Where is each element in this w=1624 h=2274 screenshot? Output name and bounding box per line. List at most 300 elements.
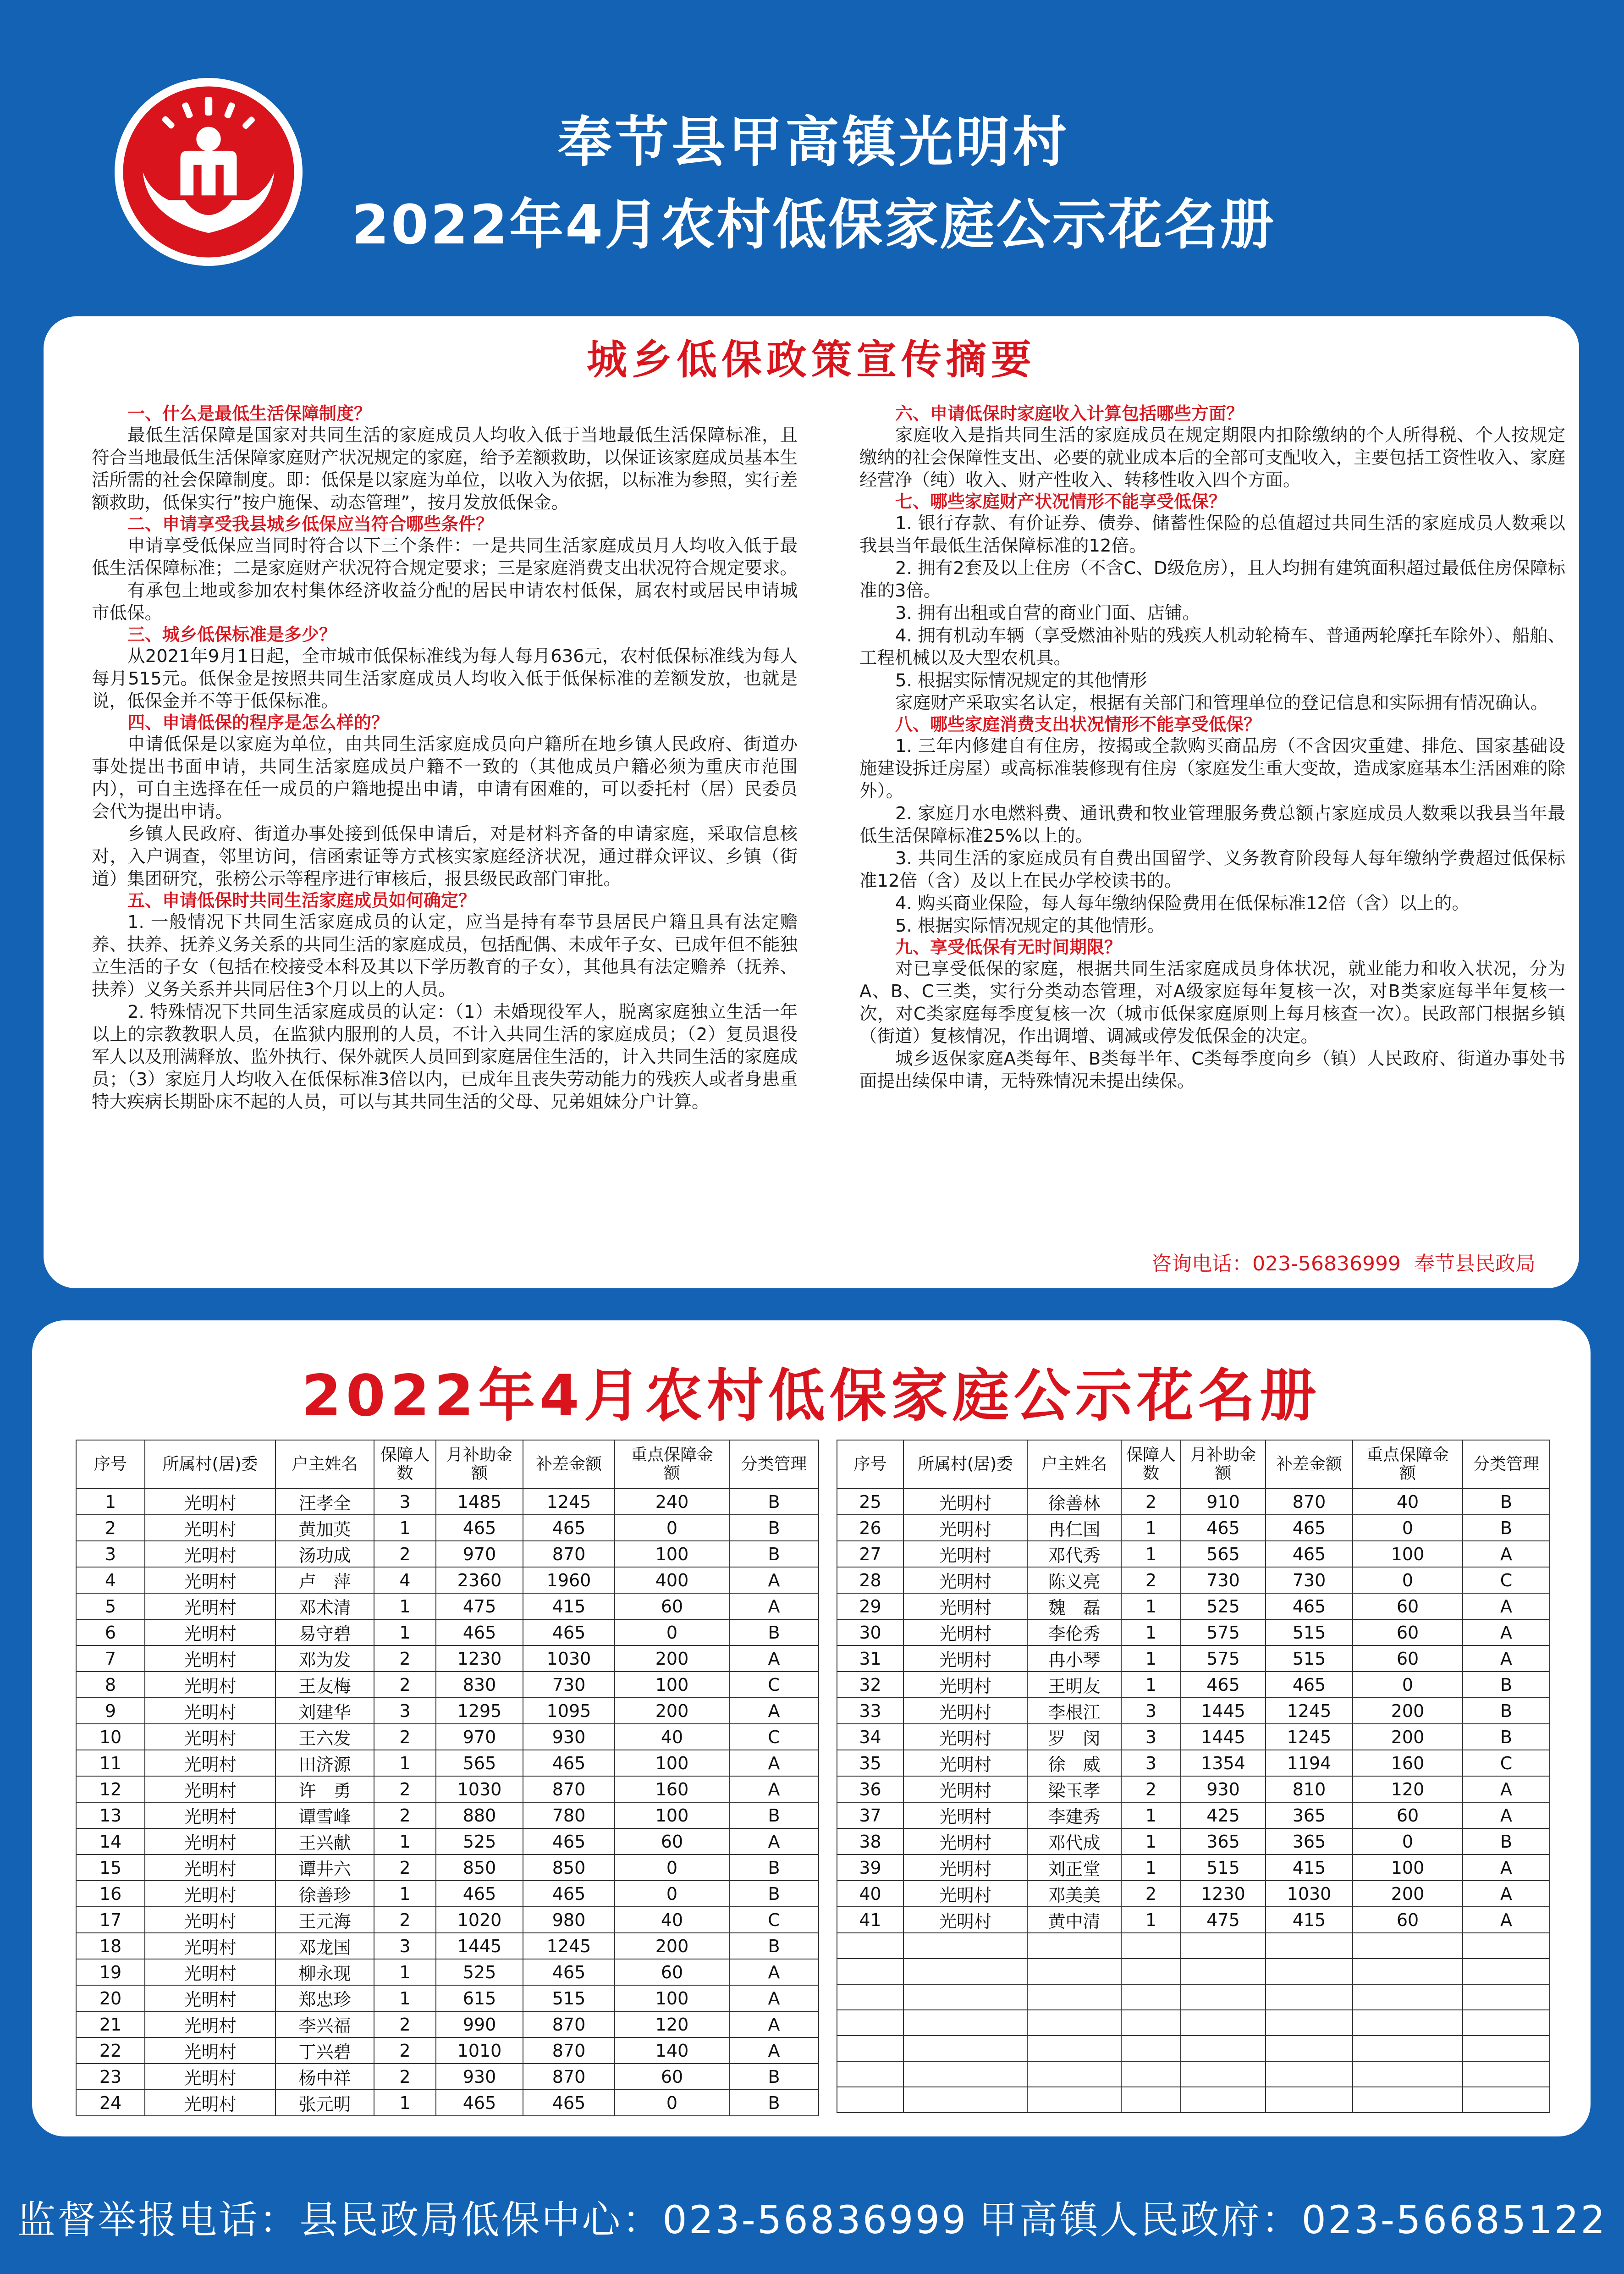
roster-header-cell: 保障人数: [374, 1440, 436, 1489]
table-row: [837, 1645, 1550, 1672]
table-cell: 810: [1266, 1776, 1353, 1802]
table-cell: 光明村: [145, 1672, 275, 1698]
table-cell: 光明村: [903, 1750, 1027, 1776]
table-cell: 0: [1353, 1828, 1463, 1855]
table-cell: 200: [1353, 1881, 1463, 1907]
table-cell: 1: [1121, 1515, 1181, 1541]
table-cell: 19: [76, 1959, 145, 1985]
table-row-empty: [837, 1959, 1550, 1984]
policy-paragraph: 最低生活保障是国家对共同生活的家庭成员人均收入低于当地最低生活保障标准，且符合当地最低生活保障家庭财产状况规定的家庭，给予差额救助，以保证该家庭成员基本生活所需的社会保障制度。即：低保是以家庭为单位，以收入为依据，以标准为参照，实行差额救助，低保实行”按户施保、动态管理”，按月发放低保金。: [92, 425, 798, 513]
table-cell: 60: [1353, 1907, 1463, 1933]
table-cell: 120: [1353, 1776, 1463, 1802]
table-cell: 光明村: [903, 1593, 1027, 1619]
table-row-empty: [837, 2036, 1550, 2061]
table-cell: 870: [523, 1776, 615, 1802]
table-cell: 汪孝全: [275, 1489, 374, 1515]
table-cell: 3: [76, 1541, 145, 1567]
table-cell: 7: [76, 1645, 145, 1672]
table-cell: 100: [615, 1985, 729, 2011]
roster-header-cell: 所属村(居)委: [903, 1440, 1027, 1489]
table-cell: 28: [837, 1567, 903, 1593]
table-cell: B: [1463, 1724, 1550, 1750]
table-cell-empty: [1121, 1959, 1181, 1984]
policy-paragraph: 家庭收入是指共同生活的家庭成员在规定期限内扣除缴纳的个人所得税、个人按规定缴纳的社会保障性支出、必要的就业成本后的全部可支配收入，主要包括工资性收入、家庭经营净（纯）收入、财产性收入、转移性收入四个方面。: [859, 425, 1566, 491]
table-cell: 870: [523, 2037, 615, 2064]
table-cell: 870: [523, 2011, 615, 2037]
table-cell: 870: [523, 1541, 615, 1567]
table-cell: 张元明: [275, 2090, 374, 2116]
roster-header-cell: 户主姓名: [1027, 1440, 1121, 1489]
table-cell-empty: [1463, 2061, 1550, 2087]
table-row: [76, 1907, 819, 1933]
roster-title: 2022年4月农村低保家庭公示花名册: [302, 1363, 1321, 1429]
table-cell: 12: [76, 1776, 145, 1802]
table-cell: B: [729, 1619, 819, 1645]
table-cell: 475: [1181, 1907, 1266, 1933]
table-cell-empty: [1463, 1933, 1550, 1959]
table-cell: 2: [1121, 1489, 1181, 1515]
table-cell-empty: [903, 1959, 1027, 1984]
table-cell: 1354: [1181, 1750, 1266, 1776]
table-row: [76, 1593, 819, 1619]
table-cell: 1030: [1266, 1881, 1353, 1907]
roster-header-cell: 月补助金 额: [1181, 1440, 1266, 1489]
table-cell: 1445: [1181, 1698, 1266, 1724]
table-cell-empty: [1027, 2036, 1121, 2061]
table-cell-empty: [837, 1959, 903, 1984]
table-cell: 1485: [436, 1489, 523, 1515]
roster-header-cell: 所属村(居)委: [145, 1440, 275, 1489]
table-row: [76, 1881, 819, 1907]
policy-paragraph: 2. 特殊情况下共同生活家庭成员的认定：（1）未婚现役军人，脱离家庭独立生活一年以上的宗教教职人员，在监狱内服刑的人员，不计入共同生活的家庭成员；（2）复员退役军人以及刑满释放、监外执行、保外就医人员回到家庭居住生活的，计入共同生活的家庭成员；（3）家庭月人均收入在低保标准3倍以内，已成年且丧失劳动能力的残疾人或者身患重特大疾病长期卧床不起的人员，可以与其共同生活的父母、兄弟姐妹分户计算。: [92, 1002, 798, 1112]
table-cell-empty: [1266, 1933, 1353, 1959]
table-cell: A: [729, 1985, 819, 2011]
policy-paragraph: 5. 根据实际情况规定的其他情形: [895, 670, 1147, 691]
table-cell: 24: [76, 2090, 145, 2116]
table-row: [76, 1619, 819, 1645]
table-cell: 卢 萍: [275, 1567, 374, 1593]
table-cell: 515: [1266, 1645, 1353, 1672]
table-cell: 36: [837, 1776, 903, 1802]
table-cell: 850: [523, 1855, 615, 1881]
table-cell: 王六发: [275, 1724, 374, 1750]
table-cell: 465: [436, 1619, 523, 1645]
table-cell: 23: [76, 2064, 145, 2090]
table-cell: 徐善林: [1027, 1489, 1121, 1515]
table-cell-empty: [1027, 2010, 1121, 2036]
table-cell-empty: [1121, 2036, 1181, 2061]
table-cell: 1: [374, 1515, 436, 1541]
policy-left-column: [92, 403, 798, 1113]
table-cell: 26: [837, 1515, 903, 1541]
table-cell: A: [1463, 1907, 1550, 1933]
table-cell: 465: [1266, 1593, 1353, 1619]
table-cell: 1: [1121, 1593, 1181, 1619]
table-cell: B: [1463, 1828, 1550, 1855]
table-cell: 0: [615, 2090, 729, 2116]
policy-paragraph: 申请低保是以家庭为单位，由共同生活家庭成员向户籍所在地乡镇人民政府、街道办事处提出书面申请，共同生活家庭成员户籍不一致的（其他成员户籍必须为重庆市范围内），可自主选择在任一成员的户籍地提出申请，申请有困难的，可以委托村（居）民委员会代为提出申请。: [92, 734, 798, 822]
table-cell-empty: [1181, 1959, 1266, 1984]
table-cell: 27: [837, 1541, 903, 1567]
table-cell: 31: [837, 1645, 903, 1672]
table-cell: 1030: [436, 1776, 523, 1802]
table-cell: 40: [837, 1881, 903, 1907]
table-row: [837, 1672, 1550, 1698]
policy-paragraph: 2. 家庭月水电燃料费、通讯费和牧业管理服务费总额占家庭成员人数乘以我县当年最低生活保障标准25%以上的。: [859, 803, 1565, 846]
table-cell: 780: [523, 1802, 615, 1828]
table-row: [76, 1724, 819, 1750]
roster-header-cell: 分类管理: [729, 1440, 819, 1489]
table-cell: 光明村: [145, 1776, 275, 1802]
table-cell: 1445: [1181, 1724, 1266, 1750]
table-cell: 光明村: [903, 1776, 1027, 1802]
table-cell: 870: [523, 2064, 615, 2090]
table-cell: 2: [374, 1776, 436, 1802]
table-cell: B: [729, 1489, 819, 1515]
table-cell: A: [729, 1567, 819, 1593]
table-cell: 光明村: [145, 1855, 275, 1881]
roster-header-cell: 重点保障金 额: [1353, 1440, 1463, 1489]
table-cell-empty: [1266, 2036, 1353, 2061]
table-cell: 930: [1181, 1776, 1266, 1802]
table-cell-empty: [1121, 2061, 1181, 2087]
table-cell-empty: [837, 2036, 903, 2061]
table-cell: C: [1463, 1750, 1550, 1776]
table-cell-empty: [1353, 1984, 1463, 2010]
table-row: [837, 1567, 1550, 1593]
policy-paragraph: 家庭财产采取实名认定，根据有关部门和管理单位的登记信息和实际拥有情况确认。: [895, 693, 1548, 713]
table-cell-empty: [1463, 1984, 1550, 2010]
table-cell: 100: [615, 1750, 729, 1776]
table-cell-empty: [1353, 1959, 1463, 1984]
table-row-empty: [837, 2087, 1550, 2113]
table-cell: 25: [837, 1489, 903, 1515]
roster-header-cell: 保障人数: [1121, 1440, 1181, 1489]
table-cell: 1: [76, 1489, 145, 1515]
table-cell: 465: [1266, 1672, 1353, 1698]
policy-paragraph: 申请享受低保应当同时符合以下三个条件：一是共同生活家庭成员月人均收入低于最低生活保障标准；二是家庭财产状况符合规定要求；三是家庭消费支出状况符合规定要求。: [92, 535, 798, 579]
table-cell: 930: [436, 2064, 523, 2090]
table-cell: 光明村: [903, 1828, 1027, 1855]
table-cell-empty: [1181, 2036, 1266, 2061]
policy-paragraph: 1. 一般情况下共同生活家庭成员的认定，应当是持有奉节县居民户籍且具有法定赡养、扶养、抚养义务关系的共同生活的家庭成员，包括配偶、未成年子女、已成年但不能独立生活的子女（包括在校接受本科及其以下学历教育的子女），其他具有法定赡养（抚养、扶养）义务关系并共同居住3个月以上的人员。: [92, 912, 798, 1000]
table-cell-empty: [903, 2036, 1027, 2061]
table-cell: B: [1463, 1672, 1550, 1698]
table-cell: 1245: [1266, 1698, 1353, 1724]
table-cell: 1: [1121, 1672, 1181, 1698]
table-cell-empty: [1027, 1959, 1121, 1984]
table-row: [76, 1698, 819, 1724]
table-cell: 475: [436, 1593, 523, 1619]
roster-table-left: [76, 1440, 819, 2116]
table-cell: 光明村: [145, 2090, 275, 2116]
table-row-empty: [837, 1984, 1550, 2010]
table-cell: 5: [76, 1593, 145, 1619]
policy-paragraph: 城乡返保家庭A类每年、B类每半年、C类每季度向乡（镇）人民政府、街道办事处书面提出续保申请，无特殊情况未提出续保。: [859, 1049, 1565, 1092]
table-cell: 2: [374, 1855, 436, 1881]
table-cell: 365: [1266, 1802, 1353, 1828]
table-cell: 柳永现: [275, 1959, 374, 1985]
table-cell: 1: [1121, 1907, 1181, 1933]
table-cell: C: [729, 1672, 819, 1698]
policy-paragraph: 4. 拥有机动车辆（享受燃油补贴的残疾人机动轮椅车、普通两轮摩托车除外）、船舶、工程机械以及大型农机具。: [859, 625, 1565, 668]
roster-header-cell: 月补助金 额: [436, 1440, 523, 1489]
footer-hotline-b: 甲高镇人民政府：023-56685122: [979, 2197, 1607, 2242]
table-cell: 1: [1121, 1828, 1181, 1855]
table-cell: 465: [1181, 1672, 1266, 1698]
table-cell: 光明村: [145, 1881, 275, 1907]
table-cell: 1010: [436, 2037, 523, 2064]
table-cell: C: [729, 1907, 819, 1933]
table-cell-empty: [1027, 1984, 1121, 2010]
table-cell: 200: [1353, 1698, 1463, 1724]
table-cell-empty: [1181, 2010, 1266, 2036]
table-cell: 730: [1181, 1567, 1266, 1593]
table-cell-empty: [1463, 1959, 1550, 1984]
table-cell: 梁玉孝: [1027, 1776, 1121, 1802]
table-cell-empty: [1181, 1984, 1266, 2010]
table-cell: 0: [615, 1619, 729, 1645]
table-cell: 光明村: [145, 1515, 275, 1541]
table-cell: 980: [523, 1907, 615, 1933]
policy-paragraph: 1. 三年内修建自有住房，按揭或全款购买商品房（不含因灾重建、排危、国家基础设施建设拆迁房屋）或高标准装修现有住房（家庭发生重大变故，造成家庭基本生活困难的除外）。: [859, 736, 1566, 801]
table-cell: 1: [374, 1619, 436, 1645]
table-cell: 光明村: [145, 1907, 275, 1933]
policy-paragraph: 1. 银行存款、有价证券、债券、储蓄性保险的总值超过共同生活的家庭成员人数乘以我县当年最低生活保障标准的12倍。: [859, 513, 1565, 556]
table-cell: 黄中清: [1027, 1907, 1121, 1933]
table-cell: 杨中祥: [275, 2064, 374, 2090]
policy-heading: 九、享受低保有无时间期限？: [895, 937, 1122, 957]
policy-paragraph: 对已享受低保的家庭，根据共同生活家庭成员身体状况，就业能力和收入状况，分为A、B、C三类，实行分类动态管理，对A级家庭每年复核一次，对B类家庭每半年复核一次，对C类家庭每季度复核一次（城市低保家庭原则上每月核查一次）。民政部门根据乡镇（街道）复核情况，作出调增、调减或停发低保金的决定。: [859, 959, 1565, 1047]
table-cell: 邓美美: [1027, 1881, 1121, 1907]
table-cell: 60: [1353, 1593, 1463, 1619]
table-cell: 11: [76, 1750, 145, 1776]
policy-heading: 八、哪些家庭消费支出状况情形不能享受低保？: [895, 714, 1261, 734]
contact-phone: 咨询电话：023-56836999: [1151, 1252, 1401, 1275]
policy-contact: [1138, 1247, 1536, 1276]
table-cell: B: [729, 1802, 819, 1828]
table-cell: 光明村: [903, 1672, 1027, 1698]
table-cell: 3: [374, 1698, 436, 1724]
table-cell: 光明村: [903, 1567, 1027, 1593]
table-cell-empty: [903, 1933, 1027, 1959]
policy-heading: 四、申请低保的程序是怎么样的？: [127, 712, 389, 733]
roster-panel: [32, 1320, 1591, 2136]
table-cell: 160: [1353, 1750, 1463, 1776]
table-cell: 1: [1121, 1619, 1181, 1645]
table-cell: 丁兴碧: [275, 2037, 374, 2064]
table-cell: 615: [436, 1985, 523, 2011]
table-cell: 465: [1266, 1541, 1353, 1567]
table-row: [76, 1567, 819, 1593]
policy-title: 城乡低保政策宣传摘要: [586, 336, 1036, 383]
table-cell: 1245: [1266, 1724, 1353, 1750]
table-cell: 郑忠珍: [275, 1985, 374, 2011]
table-cell: 850: [436, 1855, 523, 1881]
table-cell: 光明村: [145, 2064, 275, 2090]
table-cell: 1: [374, 1593, 436, 1619]
policy-panel: [44, 316, 1579, 1288]
table-cell: 200: [615, 1698, 729, 1724]
table-cell: 刘正堂: [1027, 1855, 1121, 1881]
table-cell: 9: [76, 1698, 145, 1724]
table-row: [837, 1802, 1550, 1828]
table-cell-empty: [1121, 2087, 1181, 2113]
table-cell: 1: [374, 1881, 436, 1907]
table-cell-empty: [1463, 2010, 1550, 2036]
policy-paragraph: 有承包土地或参加农村集体经济收益分配的居民申请农村低保，属农村或居民申请城市低保。: [92, 580, 798, 624]
table-cell: 870: [1266, 1489, 1353, 1515]
table-cell-empty: [1353, 2010, 1463, 2036]
table-cell: A: [1463, 1541, 1550, 1567]
table-cell: 田济源: [275, 1750, 374, 1776]
table-cell: A: [1463, 1881, 1550, 1907]
table-cell-empty: [1027, 2061, 1121, 2087]
table-cell: 光明村: [145, 2011, 275, 2037]
table-row: [76, 1802, 819, 1828]
table-cell: 465: [523, 1881, 615, 1907]
table-cell: 21: [76, 2011, 145, 2037]
table-cell: 60: [615, 1828, 729, 1855]
table-cell: 光明村: [903, 1855, 1027, 1881]
table-cell: A: [729, 1828, 819, 1855]
table-cell: 14: [76, 1828, 145, 1855]
table-cell: 415: [1266, 1907, 1353, 1933]
table-cell-empty: [1353, 2061, 1463, 2087]
table-row: [76, 1489, 819, 1515]
table-cell: 罗 闵: [1027, 1724, 1121, 1750]
table-cell: B: [729, 1933, 819, 1959]
roster-header-cell: 序号: [837, 1440, 903, 1489]
table-cell: 光明村: [145, 1750, 275, 1776]
table-cell: B: [729, 1541, 819, 1567]
table-cell: 1194: [1266, 1750, 1353, 1776]
table-cell: 910: [1181, 1489, 1266, 1515]
table-cell: 4: [76, 1567, 145, 1593]
table-row: [837, 1776, 1550, 1802]
table-cell: 880: [436, 1802, 523, 1828]
table-cell: 光明村: [903, 1645, 1027, 1672]
table-cell: 30: [837, 1619, 903, 1645]
table-cell: 34: [837, 1724, 903, 1750]
table-cell: 光明村: [903, 1619, 1027, 1645]
table-cell: 100: [615, 1541, 729, 1567]
table-row: [76, 1645, 819, 1672]
table-cell: 1445: [436, 1933, 523, 1959]
table-cell: 60: [615, 1593, 729, 1619]
table-cell: 140: [615, 2037, 729, 2064]
table-row: [837, 1724, 1550, 1750]
table-cell: A: [1463, 1855, 1550, 1881]
table-cell: 光明村: [145, 1593, 275, 1619]
table-cell: B: [729, 2064, 819, 2090]
table-cell: 黄加英: [275, 1515, 374, 1541]
header-title-roster: 2022年4月农村低保家庭公示花名册: [351, 193, 1276, 256]
header-title-village: 奉节县甲高镇光明村: [557, 110, 1069, 174]
table-cell: 2: [1121, 1776, 1181, 1802]
table-cell: 60: [1353, 1645, 1463, 1672]
table-row: [837, 1750, 1550, 1776]
table-cell: 王元海: [275, 1907, 374, 1933]
table-cell: 1030: [523, 1645, 615, 1672]
table-cell: 465: [523, 1515, 615, 1541]
table-row: [837, 1828, 1550, 1855]
table-cell: 17: [76, 1907, 145, 1933]
table-cell: A: [729, 1698, 819, 1724]
table-row: [76, 1515, 819, 1541]
table-cell: A: [1463, 1802, 1550, 1828]
policy-heading: 一、什么是最低生活保障制度？: [127, 403, 372, 424]
table-cell: 2: [374, 1802, 436, 1828]
table-cell: 1: [1121, 1855, 1181, 1881]
table-row: [76, 1828, 819, 1855]
table-cell: 40: [615, 1907, 729, 1933]
table-cell: 200: [615, 1645, 729, 1672]
table-cell-empty: [903, 2087, 1027, 2113]
table-row-empty: [837, 1933, 1550, 1959]
table-cell: B: [729, 1855, 819, 1881]
table-row: [837, 1515, 1550, 1541]
table-cell: 22: [76, 2037, 145, 2064]
table-cell: 0: [1353, 1567, 1463, 1593]
table-cell: 515: [1266, 1619, 1353, 1645]
table-cell: B: [729, 1515, 819, 1541]
table-row: [76, 1855, 819, 1881]
table-cell: 465: [1266, 1515, 1353, 1541]
table-cell: 李兴福: [275, 2011, 374, 2037]
table-cell: 1960: [523, 1567, 615, 1593]
table-cell: 100: [615, 1672, 729, 1698]
table-cell: 970: [436, 1724, 523, 1750]
table-row: [76, 1985, 819, 2011]
policy-paragraph: 从2021年9月1日起，全市城市低保标准线为每人每月636元，农村低保标准线为每人每月515元。低保金是按照共同生活家庭成员人均收入低于低保标准的差额发放，也就是说，低保金并不等于低保标准。: [92, 646, 798, 712]
table-cell: 光明村: [145, 1933, 275, 1959]
table-cell: 60: [1353, 1802, 1463, 1828]
table-cell: 许 勇: [275, 1776, 374, 1802]
table-cell: 2: [374, 2037, 436, 2064]
table-row-empty: [837, 2061, 1550, 2087]
policy-heading: 七、哪些家庭财产状况情形不能享受低保？: [895, 491, 1227, 512]
table-cell: A: [729, 1959, 819, 1985]
table-cell: A: [1463, 1776, 1550, 1802]
table-cell: 徐 威: [1027, 1750, 1121, 1776]
table-row: [76, 2011, 819, 2037]
table-cell: 465: [1181, 1515, 1266, 1541]
table-cell: 365: [1266, 1828, 1353, 1855]
table-cell: 240: [615, 1489, 729, 1515]
table-cell: 0: [1353, 1515, 1463, 1541]
table-cell-empty: [903, 2010, 1027, 2036]
table-cell: 60: [1353, 1619, 1463, 1645]
table-cell: 415: [1266, 1855, 1353, 1881]
table-cell: 1: [374, 1985, 436, 2011]
table-cell: 18: [76, 1933, 145, 1959]
table-row: [76, 2090, 819, 2116]
table-cell: 2: [1121, 1881, 1181, 1907]
table-cell: 60: [615, 1959, 729, 1985]
table-cell: 李建秀: [1027, 1802, 1121, 1828]
table-cell: 525: [1181, 1593, 1266, 1619]
table-cell: 10: [76, 1724, 145, 1750]
table-cell: 李根江: [1027, 1698, 1121, 1724]
table-cell-empty: [837, 2061, 903, 2087]
table-cell: 光明村: [145, 1645, 275, 1672]
roster-header-cell: 序号: [76, 1440, 145, 1489]
table-cell: 冉小琴: [1027, 1645, 1121, 1672]
table-cell: 1095: [523, 1698, 615, 1724]
table-cell: 0: [615, 1881, 729, 1907]
table-cell: 730: [523, 1672, 615, 1698]
